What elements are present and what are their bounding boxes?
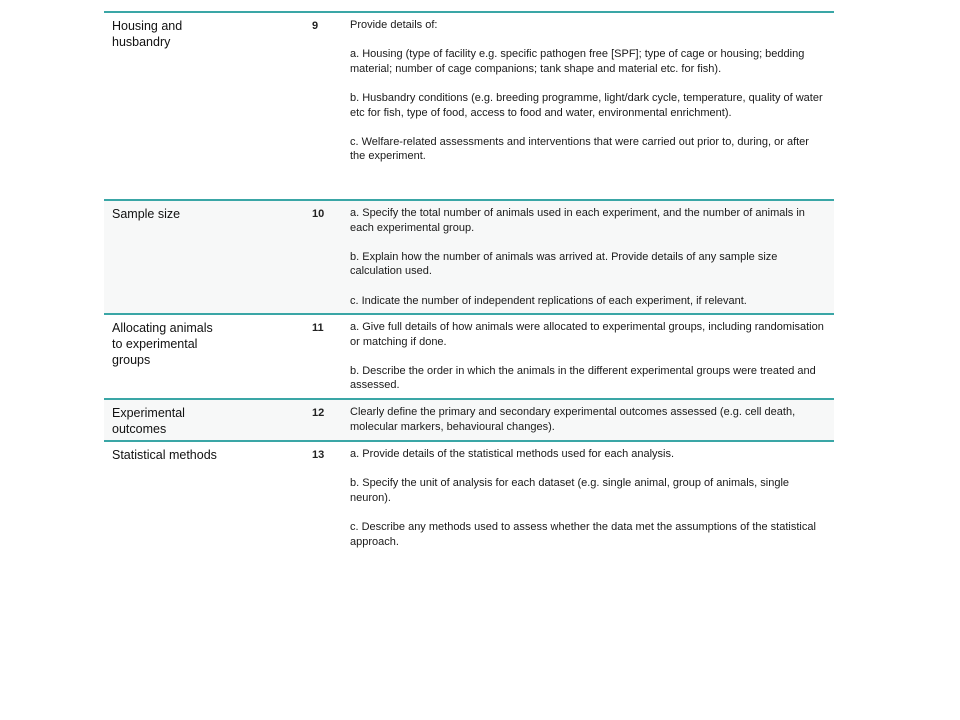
description-text: c. Welfare-related assessments and interventions that were carried out prior to, during, or after the experiment. — [350, 135, 809, 163]
table-row-sample-size — [104, 201, 834, 315]
description-text: a. Provide details of the statistical methods used for each analysis. — [350, 448, 675, 460]
description-text: b. Specify the unit of analysis for each dataset (e.g. single animal, group of animals, single neuron). — [350, 477, 790, 504]
topic-cell: Sample size — [112, 207, 181, 221]
item-number: 9 — [312, 20, 319, 32]
item-number: 13 — [312, 449, 325, 461]
topic-cell: Experimental outcomes — [112, 406, 185, 436]
table-row-outcomes — [104, 400, 834, 442]
description-text: b. Describe the order in which the animals in the different experimental groups were treated and assessed. — [350, 364, 816, 392]
topic-cell: Allocating animals to experimental groups — [112, 321, 213, 367]
description-text: a. Housing (type of facility e.g. specific pathogen free [SPF]; type of cage or housing; bedding material; number of cage companions; tank shape and material etc. for fish). — [350, 48, 805, 75]
description-cell — [350, 13, 834, 199]
topic-cell: Housing and husbandry — [112, 19, 183, 49]
item-number: 12 — [312, 407, 325, 419]
table-row-allocation — [104, 315, 834, 400]
description-text: c. Indicate the number of independent replications of each experiment, if relevant. — [350, 294, 747, 307]
description-text: b. Husbandry conditions (e.g. breeding programme, light/dark cycle, temperature, quality of water etc for fish, type of food, access to food and water, environmental enrichment). — [350, 91, 823, 119]
description-text: a. Give full details of how animals were allocated to experimental groups, including randomisation or matching if done. — [350, 321, 824, 348]
description-cell — [350, 201, 834, 313]
topic-cell: Statistical methods — [112, 448, 217, 462]
table-row-statistics — [104, 442, 834, 554]
guidelines-table — [104, 11, 834, 554]
description-cell — [350, 400, 834, 440]
description-text: c. Describe any methods used to assess whether the data met the assumptions of the statistical approach. — [350, 520, 816, 548]
table-row-housing — [104, 13, 834, 201]
description-cell — [350, 442, 834, 554]
description-text: Clearly define the primary and secondary experimental outcomes assessed (e.g. cell death, molecular markers, behavioural changes). — [350, 406, 796, 433]
description-text: b. Explain how the number of animals was arrived at. Provide details of any sample size calculation used. — [350, 250, 778, 278]
description-cell — [350, 315, 834, 398]
item-number: 11 — [312, 322, 324, 334]
description-text: Provide details of: — [350, 19, 438, 31]
item-number: 10 — [312, 208, 325, 220]
description-text: a. Specify the total number of animals used in each experiment, and the number of animals in each experimental group. — [350, 207, 805, 234]
